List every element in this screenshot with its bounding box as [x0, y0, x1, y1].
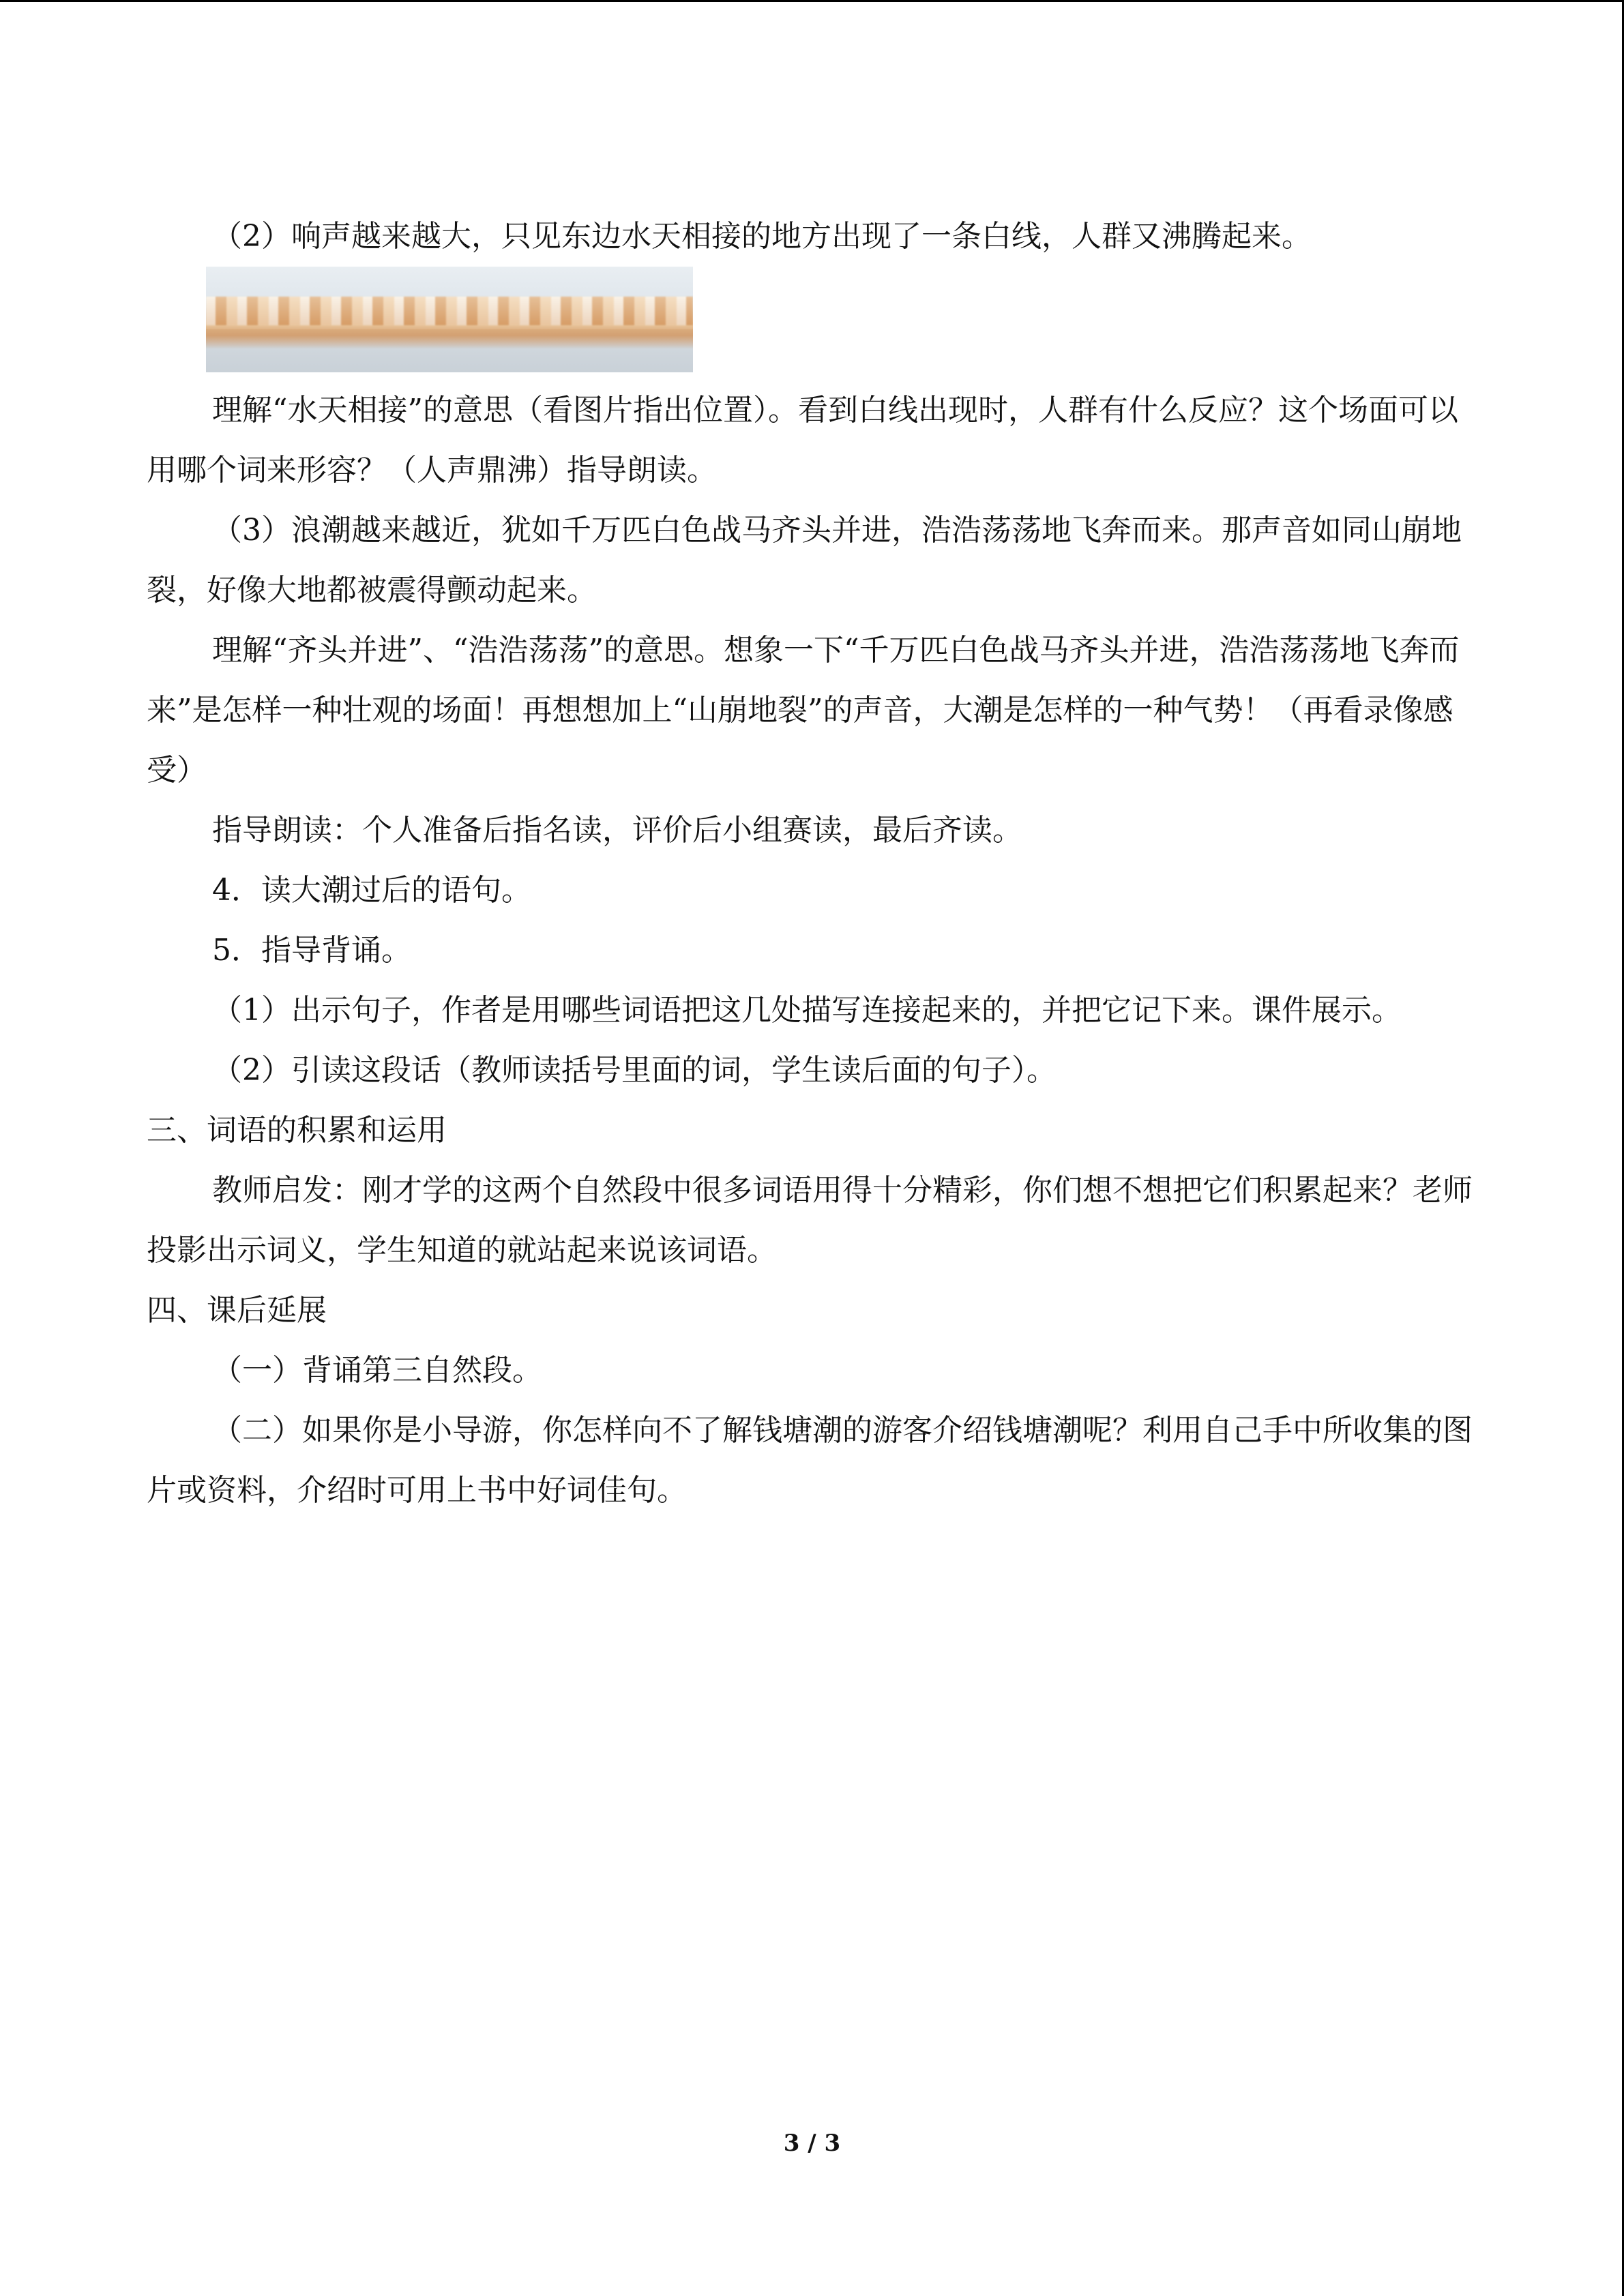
- paragraph-understand-horizon: 理解“水天相接”的意思（看图片指出位置）。看到白线出现时，人群有什么反应？这个场面可以用哪个词来形容？（人声鼎沸）指导朗读。: [147, 393, 1458, 488]
- paragraph-sound-louder: （2）响声越来越大，只见东边水天相接的地方出现了一条白线，人群又沸腾起来。: [212, 219, 1312, 254]
- document-body: [147, 207, 1477, 1521]
- tide-reflection: [206, 329, 693, 348]
- paragraph-tide-approaching: （3）浪潮越来越近，犹如千万匹白色战马齐头并进，浩浩荡荡地飞奔而来。那声音如同山崩地裂，好像大地都被震得颤动起来。: [147, 513, 1462, 608]
- paragraph-step-5: 5．指导背诵。: [212, 933, 411, 968]
- paragraph-step-4: 4．读大潮过后的语句。: [212, 873, 531, 908]
- page-number: 3 / 3: [783, 2130, 841, 2157]
- paragraph-guided-reading: 指导朗读：个人准备后指名读，评价后小组赛读，最后齐读。: [212, 813, 1022, 848]
- section-heading-3: 三、词语的积累和运用: [147, 1113, 447, 1148]
- section-heading-4: 四、课后延展: [147, 1293, 327, 1328]
- paragraph-tour-guide: （二）如果你是小导游，你怎样向不了解钱塘潮的游客介绍钱塘潮呢？利用自己手中所收集的图片或资料，介绍时可用上书中好词佳句。: [147, 1413, 1473, 1508]
- paragraph-recite: （一）背诵第三自然段。: [212, 1353, 542, 1388]
- paragraph-teacher-inspire: 教师启发：刚才学的这两个自然段中很多词语用得十分精彩，你们想不想把它们积累起来？老师投影出示词义，学生知道的就站起来说该词语。: [147, 1173, 1473, 1268]
- tide-photo: [206, 267, 693, 372]
- paragraph-understand-phrases: 理解“齐头并进”、“浩浩荡荡”的意思。想象一下“千万匹白色战马齐头并进，浩浩荡荡地飞奔而来”是怎样一种壮观的场面！再想想加上“山崩地裂”的声音，大潮是怎样的一种气势！（再看录像感受）: [147, 633, 1460, 788]
- paragraph-show-sentences: （1）出示句子，作者是用哪些词语把这几处描写连接起来的，并把它记下来。课件展示。: [212, 993, 1402, 1028]
- tide-white-line: [206, 297, 693, 325]
- paragraph-lead-reading: （2）引读这段话（教师读括号里面的词，学生读后面的句子）。: [212, 1053, 1057, 1088]
